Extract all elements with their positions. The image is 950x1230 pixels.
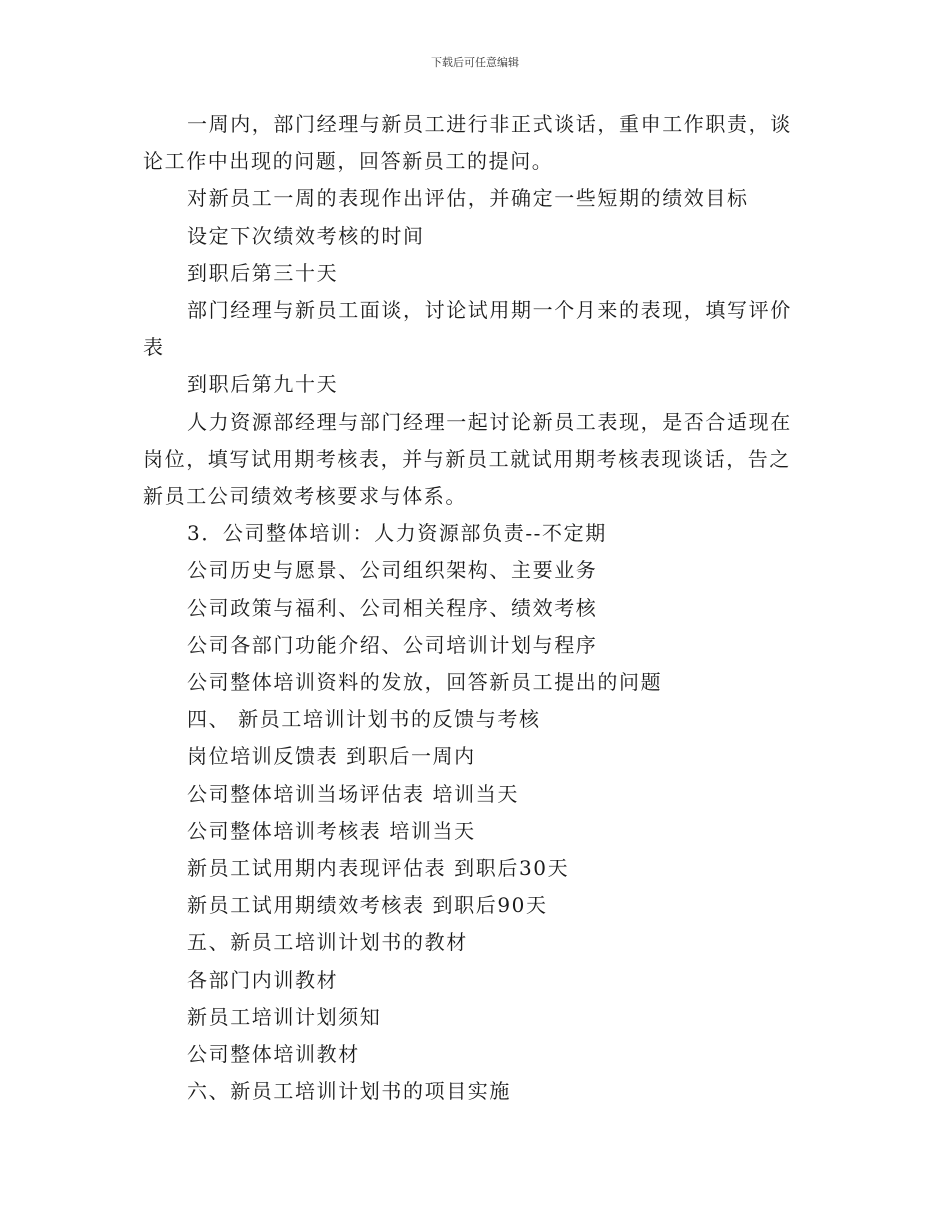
paragraph: 公司政策与福利、公司相关程序、绩效考核 <box>187 595 598 620</box>
paragraph: 公司整体培训考核表 培训当天 <box>187 818 476 843</box>
page-header: 下载后可任意编辑 <box>431 56 519 69</box>
section-heading: 四、 新员工培训计划书的反馈与考核 <box>187 707 541 732</box>
paragraph: 到职后第三十天 <box>187 260 339 285</box>
paragraph: 新员工试用期绩效考核表 到职后90天 <box>187 893 548 918</box>
paragraph: 一周内，部门经理与新员工进行非正式谈话，重申工作职责，谈论工作中出现的问题，回答新员工的提问。 <box>143 112 792 174</box>
section-heading: 六、新员工培训计划书的项目实施 <box>187 1079 511 1104</box>
paragraph: 设定下次绩效考核的时间 <box>187 223 425 248</box>
paragraph: 部门经理与新员工面谈，讨论试用期一个月来的表现，填写评价表 <box>143 298 792 360</box>
paragraph: 新员工培训计划须知 <box>187 1004 382 1029</box>
section-heading: 五、新员工培训计划书的教材 <box>187 930 468 955</box>
paragraph: 公司历史与愿景、公司组织架构、主要业务 <box>187 558 598 583</box>
paragraph: 公司整体培训资料的发放，回答新员工提出的问题 <box>187 670 663 695</box>
paragraph: 公司各部门功能介绍、公司培训计划与程序 <box>187 632 598 657</box>
paragraph: 新员工试用期内表现评估表 到职后30天 <box>187 856 570 881</box>
paragraph: 各部门内训教材 <box>187 967 339 992</box>
paragraph: 人力资源部经理与部门经理一起讨论新员工表现，是否合适现在岗位，填写试用期考核表，并与新员工就试用期考核表现谈话，告之新员工公司绩效考核要求与体系。 <box>143 409 792 509</box>
paragraph: 公司整体培训教材 <box>187 1042 360 1067</box>
paragraph: 到职后第九十天 <box>187 372 339 397</box>
paragraph: 岗位培训反馈表 到职后一周内 <box>187 744 476 769</box>
document-body <box>143 106 807 1110</box>
paragraph: 3．公司整体培训：人力资源部负责--不定期 <box>187 521 607 546</box>
paragraph: 对新员工一周的表现作出评估，并确定一些短期的绩效目标 <box>187 186 749 211</box>
paragraph: 公司整体培训当场评估表 培训当天 <box>187 781 519 806</box>
